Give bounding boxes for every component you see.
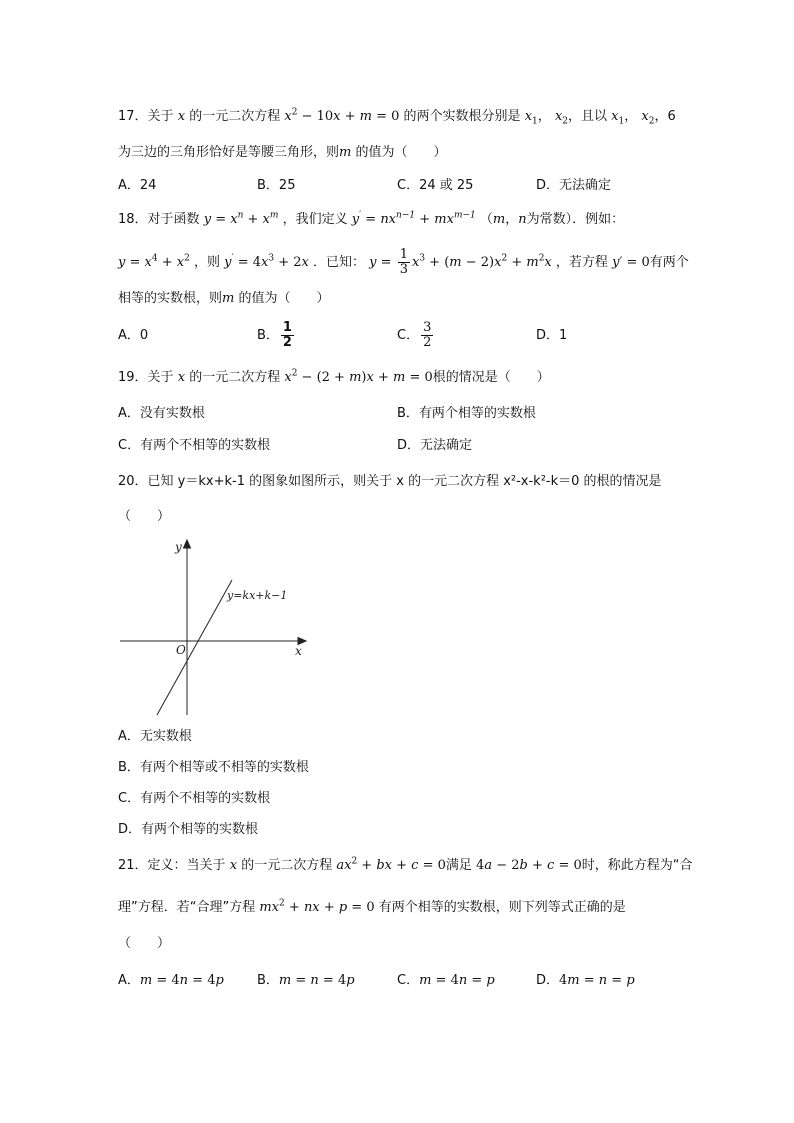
y-axis-label: y	[175, 540, 182, 554]
q18-number: 18	[118, 212, 135, 227]
q21-option-d[interactable]: D．4m = n = p	[536, 973, 635, 988]
q19-option-a[interactable]: A．没有实数根	[118, 406, 205, 421]
q17-var-x: x	[177, 109, 186, 124]
origin-label: O	[176, 643, 186, 657]
q21-stem-line1: 21．定义：当关于 x 的一元二次方程 $ax^2$ + bx + c = 0满足 4a − 2b + c = 0时，称此方程为“合	[118, 856, 693, 873]
q21-option-a[interactable]: A．m = 4n = 4p	[118, 973, 224, 988]
q19-option-c[interactable]: C．有两个不相等的实数根	[118, 438, 271, 453]
q21-number: 21	[118, 858, 135, 873]
line-label: y=kx+k−1	[227, 589, 288, 602]
q19-number: 19	[118, 370, 135, 385]
x-axis-label: x	[295, 644, 302, 658]
q17-option-b[interactable]: B．25	[257, 178, 296, 193]
q20-graph	[115, 535, 315, 720]
q20-option-b[interactable]: B．有两个相等或不相等的实数根	[118, 760, 309, 775]
q17-equation: $x^2 - 10x + m = 0$	[284, 107, 400, 124]
q21-answer-paren: （ ）	[118, 936, 171, 951]
q21-stem-line2: 理”方程．若“合理”方程 $mx^2$ + nx + p = 0 有两个相等的实数根，则下列等式正确的是	[118, 898, 626, 915]
y-axis-arrow	[184, 540, 191, 548]
q21-option-b[interactable]: B．m = n = 4p	[257, 973, 355, 988]
q17-option-d[interactable]: D．无法确定	[536, 178, 612, 193]
q20-option-c[interactable]: C．有两个不相等的实数根	[118, 791, 271, 806]
q19-stem: 19．关于 x 的一元二次方程 $x^2 - (2 + m)x + m = 0$根的情况是（ ）	[118, 368, 550, 385]
q20-number: 20	[118, 474, 135, 489]
q17-option-c[interactable]: C．24 或 25	[397, 178, 474, 193]
q18-stem-line1: 18．对于函数 $y = x^n + x^m$ ，我们定义 $y' = nx^{n-1} + mx^{m-1}$ （m，n为常数）．例如：	[118, 210, 625, 227]
q18-option-d[interactable]: D．1	[536, 328, 568, 343]
q18-stem-line2: $y = x^4 + x^2$ ，则 $y' = 4x^3 + 2x$ ．已知： y = $\frac{1}{3}$ $x^3 + (m - 2)x^2 + m^2x$ ，若方程 y′ = 0有两个	[118, 247, 689, 277]
q18-option-a[interactable]: A．0	[118, 328, 149, 343]
q17-stem-line2: 为三边的三角形恰好是等腰三角形，则m 的值为（ ）	[118, 145, 447, 160]
q20-option-a[interactable]: A．无实数根	[118, 729, 192, 744]
q21-option-c[interactable]: C．m = 4n = p	[397, 973, 495, 988]
q20-option-d[interactable]: D．有两个相等的实数根	[118, 822, 259, 837]
q17-number: 17	[118, 109, 135, 124]
q17-option-a[interactable]: A．24	[118, 178, 157, 193]
q17-stem-line1: 17．关于 x 的一元二次方程 $x^2 - 10x + m = 0$ 的两个实数根分别是 $x_1$， $x_2$，且以 $x_1$， $x_2$，6	[118, 107, 676, 127]
q19-option-b[interactable]: B．有两个相等的实数根	[397, 406, 536, 421]
q20-answer-paren: （ ）	[118, 509, 171, 524]
q18-option-c[interactable]: C． $\frac{3}{2}$	[397, 320, 432, 350]
q18-stem-line3: 相等的实数根，则m 的值为（ ）	[118, 291, 330, 306]
q19-option-d[interactable]: D．无法确定	[397, 438, 473, 453]
graph-line	[157, 580, 232, 715]
q20-stem: 20．已知 y＝kx+k-1 的图象如图所示，则关于 x 的一元二次方程 x²-x-k²-k＝0 的根的情况是	[118, 474, 662, 489]
q18-option-b[interactable]: B． $\frac{1}{2}$	[257, 320, 292, 350]
